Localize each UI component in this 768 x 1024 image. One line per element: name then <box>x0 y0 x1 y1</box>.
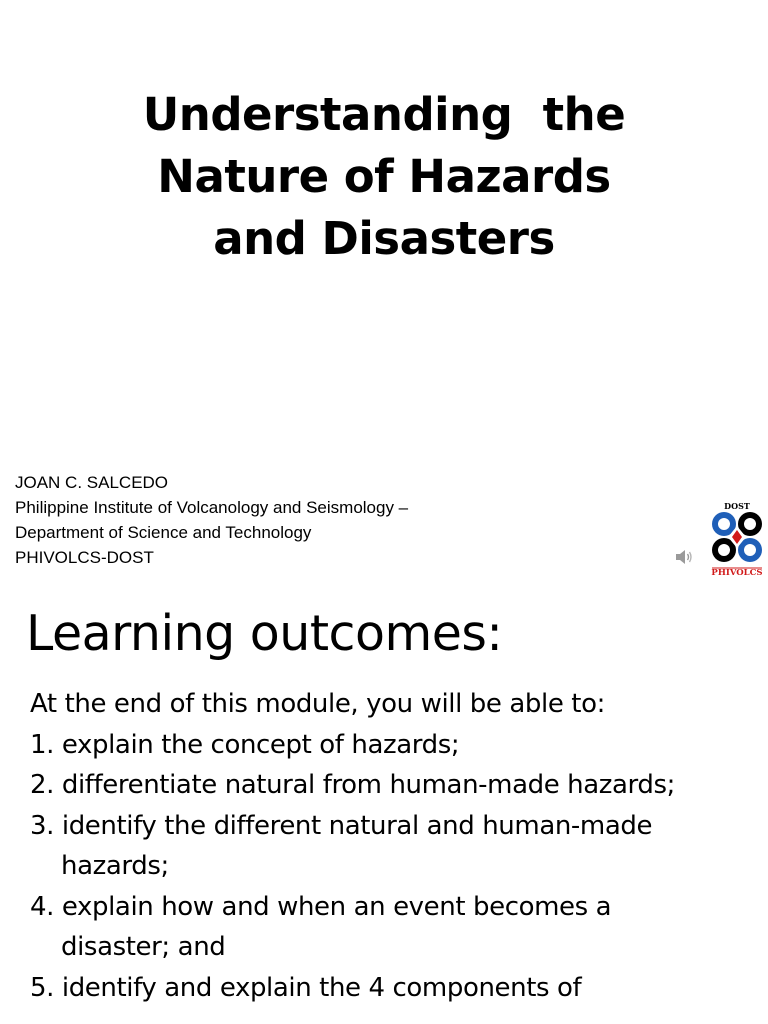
learning-outcomes-list <box>30 684 760 1008</box>
outcome-item-1: 1. explain the concept of hazards; <box>30 729 460 760</box>
author-block <box>15 470 408 570</box>
author-name: JOAN C. SALCEDO <box>15 473 169 492</box>
author-institution: Philippine Institute of Volcanology and Seismology – <box>15 498 409 517</box>
outcome-item-4-continued: disaster; and <box>61 932 226 962</box>
learning-outcomes-title: Learning outcomes: <box>26 605 503 662</box>
speaker-icon[interactable] <box>675 548 695 566</box>
title-line-3: and Disasters <box>213 212 555 265</box>
title-line-1: Understanding the <box>142 88 626 141</box>
outcome-item-3-continued: hazards; <box>61 851 169 881</box>
svg-text:PHIVOLCS: PHIVOLCS <box>711 568 763 578</box>
phivolcs-dost-logo <box>706 500 768 578</box>
svg-text:DOST: DOST <box>724 501 750 511</box>
outcome-item-2: 2. differentiate natural from human-made hazards; <box>30 770 675 800</box>
title-line-2: Nature of Hazards <box>157 150 611 203</box>
slide-title <box>0 84 768 270</box>
outcome-item-3: 3. identify the different natural and human-made <box>30 810 653 841</box>
outcomes-intro: At the end of this module, you will be able to: <box>30 689 605 719</box>
author-agency: PHIVOLCS-DOST <box>15 548 154 567</box>
outcome-item-5: 5. identify and explain the 4 components of <box>30 972 582 1003</box>
author-department: Department of Science and Technology <box>15 523 312 542</box>
outcome-item-4: 4. explain how and when an event becomes a <box>30 891 612 922</box>
